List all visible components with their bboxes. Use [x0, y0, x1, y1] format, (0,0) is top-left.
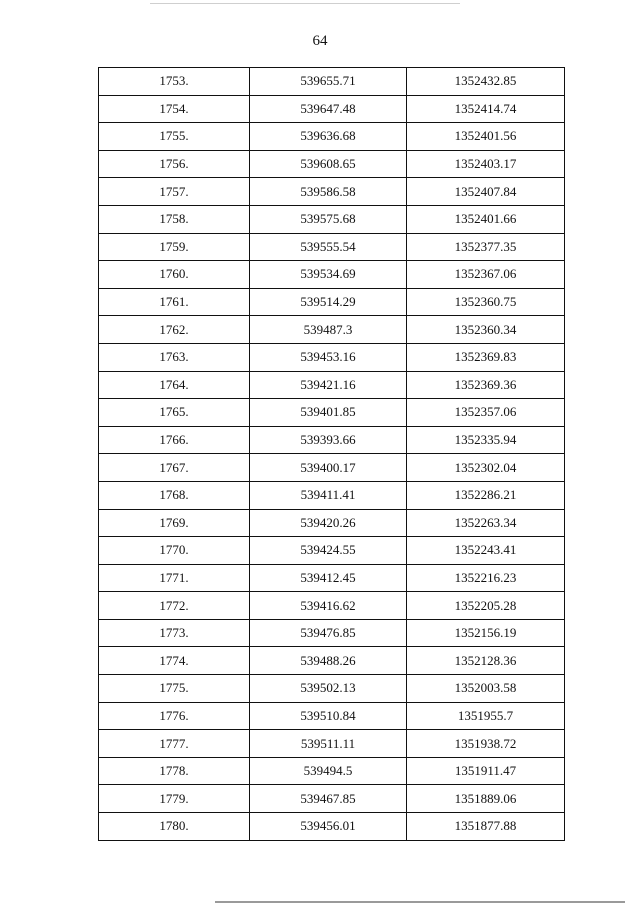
x-coordinate-cell: 539412.45 — [250, 564, 407, 592]
y-coordinate-cell: 1352401.66 — [407, 205, 565, 233]
table-row — [99, 233, 565, 261]
point-number-cell: 1776. — [99, 702, 250, 730]
x-coordinate-cell: 539488.26 — [250, 647, 407, 675]
table-row — [99, 178, 565, 206]
point-number-cell: 1772. — [99, 592, 250, 620]
point-number-cell: 1779. — [99, 785, 250, 813]
x-coordinate-cell: 539416.62 — [250, 592, 407, 620]
y-coordinate-cell: 1352401.56 — [407, 123, 565, 151]
y-coordinate-cell: 1351889.06 — [407, 785, 565, 813]
table-row — [99, 288, 565, 316]
x-coordinate-cell: 539636.68 — [250, 123, 407, 151]
point-number-cell: 1770. — [99, 537, 250, 565]
y-coordinate-cell: 1352367.06 — [407, 261, 565, 289]
y-coordinate-cell: 1352003.58 — [407, 675, 565, 703]
x-coordinate-cell: 539453.16 — [250, 343, 407, 371]
table-row — [99, 261, 565, 289]
y-coordinate-cell: 1352357.06 — [407, 399, 565, 427]
table-row — [99, 702, 565, 730]
table-row — [99, 509, 565, 537]
table-row — [99, 68, 565, 96]
x-coordinate-cell: 539511.11 — [250, 730, 407, 758]
point-number-cell: 1760. — [99, 261, 250, 289]
table-row — [99, 592, 565, 620]
point-number-cell: 1754. — [99, 95, 250, 123]
scan-bottom-rule — [215, 901, 625, 903]
x-coordinate-cell: 539510.84 — [250, 702, 407, 730]
x-coordinate-cell: 539514.29 — [250, 288, 407, 316]
table-row — [99, 481, 565, 509]
table-row — [99, 343, 565, 371]
table-row — [99, 757, 565, 785]
point-number-cell: 1777. — [99, 730, 250, 758]
y-coordinate-cell: 1352369.83 — [407, 343, 565, 371]
y-coordinate-cell: 1352156.19 — [407, 619, 565, 647]
point-number-cell: 1780. — [99, 813, 250, 841]
x-coordinate-cell: 539420.26 — [250, 509, 407, 537]
table-row — [99, 813, 565, 841]
table-row — [99, 371, 565, 399]
table-row — [99, 619, 565, 647]
table-row — [99, 564, 565, 592]
point-number-cell: 1778. — [99, 757, 250, 785]
point-number-cell: 1756. — [99, 150, 250, 178]
table-row — [99, 454, 565, 482]
point-number-cell: 1761. — [99, 288, 250, 316]
y-coordinate-cell: 1352263.34 — [407, 509, 565, 537]
point-number-cell: 1775. — [99, 675, 250, 703]
point-number-cell: 1769. — [99, 509, 250, 537]
table-row — [99, 150, 565, 178]
table-row — [99, 785, 565, 813]
coordinates-table-body — [99, 68, 565, 841]
x-coordinate-cell: 539467.85 — [250, 785, 407, 813]
y-coordinate-cell: 1352369.36 — [407, 371, 565, 399]
y-coordinate-cell: 1352432.85 — [407, 68, 565, 96]
y-coordinate-cell: 1351911.47 — [407, 757, 565, 785]
y-coordinate-cell: 1352205.28 — [407, 592, 565, 620]
point-number-cell: 1767. — [99, 454, 250, 482]
table-row — [99, 399, 565, 427]
point-number-cell: 1762. — [99, 316, 250, 344]
x-coordinate-cell: 539400.17 — [250, 454, 407, 482]
x-coordinate-cell: 539411.41 — [250, 481, 407, 509]
table-row — [99, 123, 565, 151]
x-coordinate-cell: 539393.66 — [250, 426, 407, 454]
table-row — [99, 537, 565, 565]
x-coordinate-cell: 539534.69 — [250, 261, 407, 289]
x-coordinate-cell: 539476.85 — [250, 619, 407, 647]
table-row — [99, 426, 565, 454]
x-coordinate-cell: 539608.65 — [250, 150, 407, 178]
x-coordinate-cell: 539502.13 — [250, 675, 407, 703]
y-coordinate-cell: 1351877.88 — [407, 813, 565, 841]
table-row — [99, 205, 565, 233]
table-row — [99, 316, 565, 344]
page-number: 64 — [312, 33, 328, 49]
y-coordinate-cell: 1352243.41 — [407, 537, 565, 565]
point-number-cell: 1759. — [99, 233, 250, 261]
y-coordinate-cell: 1352403.17 — [407, 150, 565, 178]
x-coordinate-cell: 539494.5 — [250, 757, 407, 785]
point-number-cell: 1763. — [99, 343, 250, 371]
point-number-cell: 1773. — [99, 619, 250, 647]
x-coordinate-cell: 539555.54 — [250, 233, 407, 261]
point-number-cell: 1774. — [99, 647, 250, 675]
y-coordinate-cell: 1351938.72 — [407, 730, 565, 758]
y-coordinate-cell: 1352377.35 — [407, 233, 565, 261]
x-coordinate-cell: 539456.01 — [250, 813, 407, 841]
x-coordinate-cell: 539401.85 — [250, 399, 407, 427]
x-coordinate-cell: 539655.71 — [250, 68, 407, 96]
point-number-cell: 1765. — [99, 399, 250, 427]
y-coordinate-cell: 1352216.23 — [407, 564, 565, 592]
table-row — [99, 730, 565, 758]
point-number-cell: 1758. — [99, 205, 250, 233]
y-coordinate-cell: 1352407.84 — [407, 178, 565, 206]
x-coordinate-cell: 539647.48 — [250, 95, 407, 123]
y-coordinate-cell: 1352286.21 — [407, 481, 565, 509]
point-number-cell: 1753. — [99, 68, 250, 96]
x-coordinate-cell: 539487.3 — [250, 316, 407, 344]
y-coordinate-cell: 1352360.75 — [407, 288, 565, 316]
point-number-cell: 1755. — [99, 123, 250, 151]
x-coordinate-cell: 539424.55 — [250, 537, 407, 565]
y-coordinate-cell: 1352335.94 — [407, 426, 565, 454]
point-number-cell: 1771. — [99, 564, 250, 592]
y-coordinate-cell: 1352302.04 — [407, 454, 565, 482]
table-row — [99, 647, 565, 675]
point-number-cell: 1766. — [99, 426, 250, 454]
y-coordinate-cell: 1352128.36 — [407, 647, 565, 675]
coordinates-table — [98, 67, 565, 841]
y-coordinate-cell: 1352414.74 — [407, 95, 565, 123]
y-coordinate-cell: 1352360.34 — [407, 316, 565, 344]
point-number-cell: 1757. — [99, 178, 250, 206]
x-coordinate-cell: 539575.68 — [250, 205, 407, 233]
y-coordinate-cell: 1351955.7 — [407, 702, 565, 730]
x-coordinate-cell: 539421.16 — [250, 371, 407, 399]
point-number-cell: 1764. — [99, 371, 250, 399]
x-coordinate-cell: 539586.58 — [250, 178, 407, 206]
scan-top-rule — [150, 3, 460, 4]
table-row — [99, 675, 565, 703]
table-row — [99, 95, 565, 123]
point-number-cell: 1768. — [99, 481, 250, 509]
